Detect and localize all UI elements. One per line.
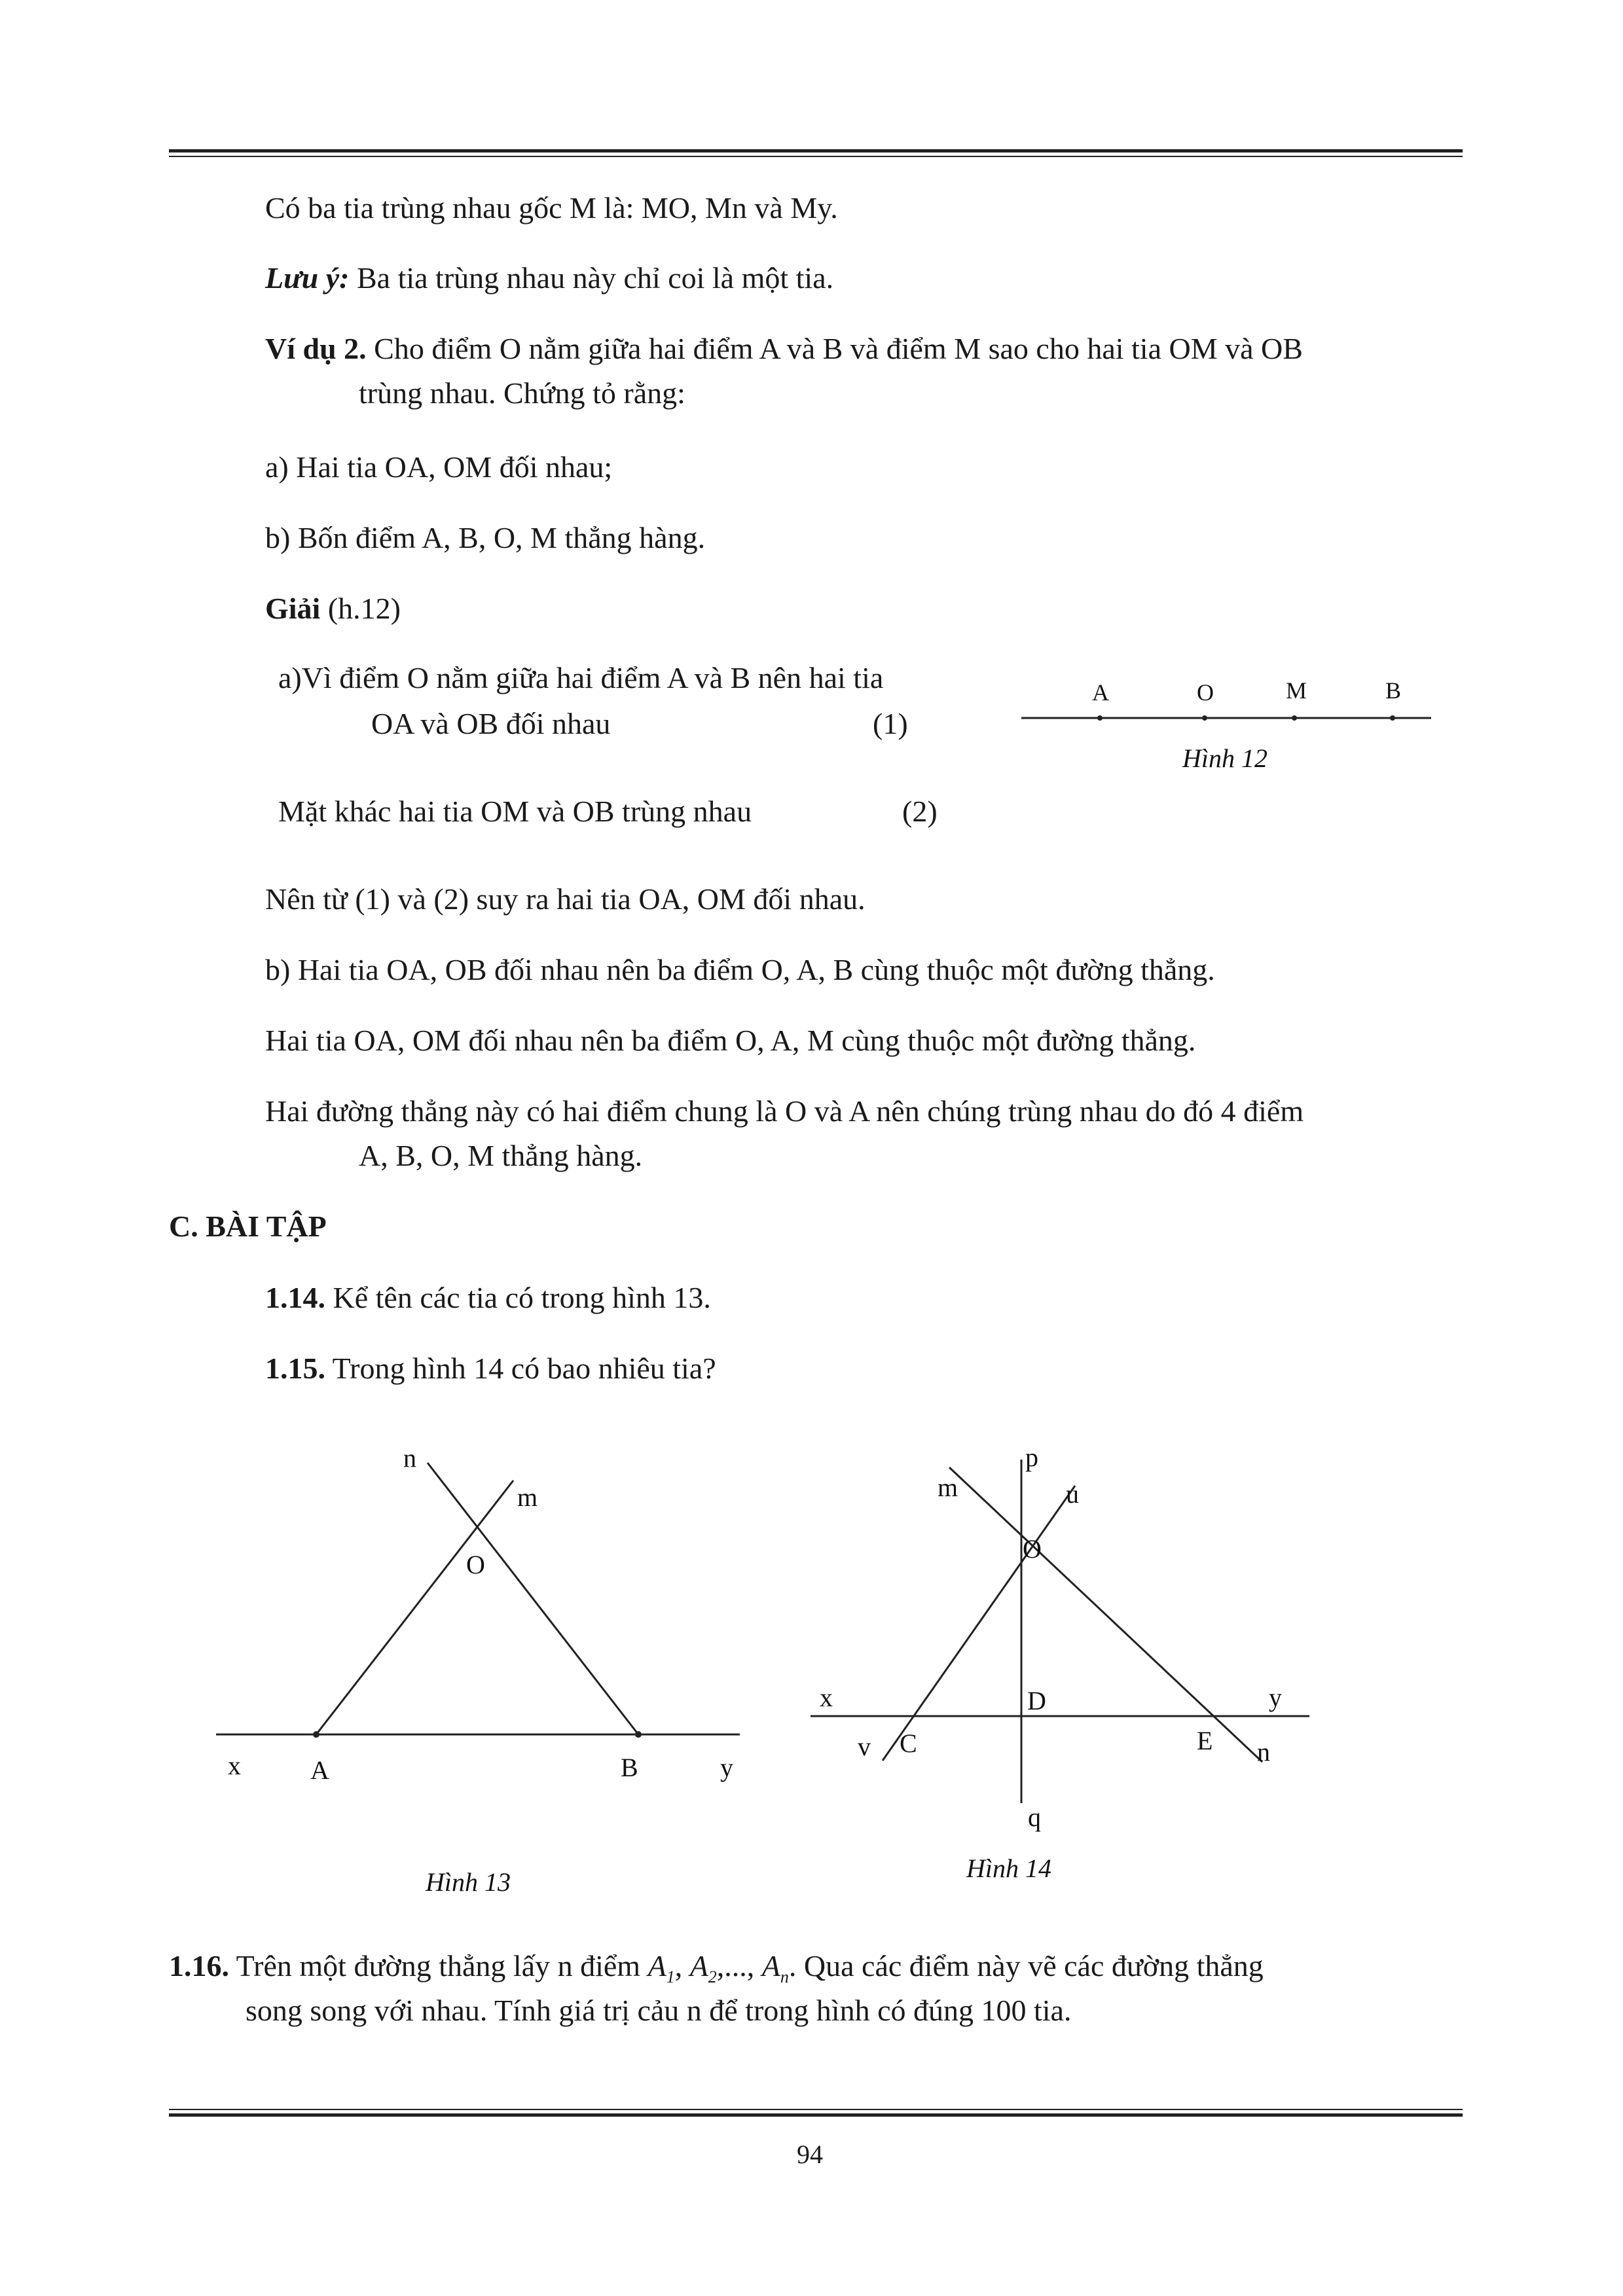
figure-13-caption: Hình 13 bbox=[426, 1867, 511, 1897]
figure-13 bbox=[196, 1427, 786, 1918]
figure-12-point-b bbox=[1390, 715, 1395, 721]
example-label: Ví dụ 2. bbox=[265, 332, 367, 365]
solution-b-line-2: Hai tia OA, OM đối nhau nên ba điểm O, A, M cùng thuộc một đường thẳng. bbox=[265, 1024, 1196, 1057]
figure-12-point-a bbox=[1097, 715, 1103, 721]
figure-13-label-n: n bbox=[403, 1443, 416, 1473]
figure-12-label-m: M bbox=[1286, 677, 1307, 704]
math-a2: $A_2$ bbox=[689, 1949, 717, 1987]
figure-13-point-b bbox=[635, 1731, 642, 1738]
figure-13-point-a bbox=[313, 1731, 319, 1738]
header-rule-thin bbox=[169, 156, 1463, 157]
note-text: Ba tia trùng nhau này chỉ coi là một tia. bbox=[349, 261, 834, 295]
figure-12-label-b: B bbox=[1385, 677, 1402, 704]
figure-14-label-d: D bbox=[1027, 1686, 1046, 1715]
figure-13-line-am bbox=[316, 1480, 513, 1734]
exercise-1-16-text-b: . Qua các điểm này vẽ các đường thẳng bbox=[788, 1949, 1264, 1982]
solution-b-line-3: Hai đường thẳng này có hai điểm chung là O và A nên chúng trùng nhau do đó 4 điểm bbox=[265, 1094, 1304, 1128]
figure-13-label-o: O bbox=[466, 1550, 485, 1579]
example-line bbox=[265, 331, 1303, 367]
question-b: b) Bốn điểm A, B, O, M thẳng hàng. bbox=[265, 521, 706, 554]
figure-14-label-o: O bbox=[1023, 1534, 1042, 1564]
figure-14 bbox=[786, 1427, 1342, 1898]
figure-13-label-x: x bbox=[228, 1751, 241, 1780]
example-text: Cho điểm O nằm giữa hai điểm A và B và điểm M sao cho hai tia OM và OB bbox=[366, 332, 1303, 365]
math-sep-1: , bbox=[674, 1949, 690, 1982]
figure-14-line-uv bbox=[883, 1486, 1075, 1761]
solution-ref: (h.12) bbox=[320, 592, 401, 625]
exercise-1-15-text: Trong hình 14 có bao nhiêu tia? bbox=[325, 1352, 716, 1385]
figure-14-label-p: p bbox=[1025, 1443, 1038, 1472]
solution-a-ref-1: (1) bbox=[873, 707, 908, 740]
note-label: Lưu ý: bbox=[265, 261, 350, 295]
solution-a-line-1: a)Vì điểm O nằm giữa hai điểm A và B nên hai tia bbox=[278, 661, 884, 694]
solution-heading bbox=[265, 590, 401, 626]
figure-13-label-b: B bbox=[621, 1753, 638, 1782]
exercise-1-15-number: 1.15. bbox=[265, 1352, 325, 1385]
text-line-1: Có ba tia trùng nhau gốc M là: MO, Mn và My. bbox=[265, 191, 838, 224]
solution-a-line-3: Mặt khác hai tia OM và OB trùng nhau bbox=[278, 795, 752, 828]
solution-b-line-4: A, B, O, M thẳng hàng. bbox=[359, 1139, 643, 1172]
header-rule-thick bbox=[169, 149, 1463, 152]
figure-14-label-y: y bbox=[1269, 1683, 1282, 1712]
figure-14-label-v: v bbox=[858, 1732, 871, 1761]
figure-14-line-mn bbox=[949, 1467, 1262, 1762]
figure-12-label-a: A bbox=[1092, 679, 1109, 706]
figure-12-point-m bbox=[1292, 715, 1297, 721]
exercise-1-16-number: 1.16. bbox=[169, 1949, 229, 1982]
footer-rule-thin bbox=[169, 2109, 1463, 2110]
figure-14-label-m: m bbox=[938, 1473, 958, 1502]
page-number: 94 bbox=[797, 2140, 823, 2169]
figure-14-label-e: E bbox=[1197, 1726, 1213, 1755]
exercise-1-16 bbox=[169, 1948, 1264, 1987]
question-a: a) Hai tia OA, OM đối nhau; bbox=[265, 450, 613, 484]
figure-12-label-o: O bbox=[1197, 679, 1214, 706]
solution-a-line-2: OA và OB đối nhau bbox=[371, 707, 611, 740]
math-sep-2: ,..., bbox=[716, 1949, 762, 1982]
figure-12 bbox=[1015, 674, 1440, 785]
math-an: $A_n$ bbox=[761, 1949, 789, 1987]
exercise-1-14-number: 1.14. bbox=[265, 1281, 325, 1314]
figure-14-label-c: C bbox=[900, 1729, 917, 1758]
figure-13-label-a: A bbox=[310, 1755, 329, 1785]
figure-14-caption: Hình 14 bbox=[966, 1854, 1051, 1883]
exercise-1-14-text: Kể tên các tia có trong hình 13. bbox=[325, 1281, 711, 1314]
example-line-cont: trùng nhau. Chứng tỏ rằng: bbox=[359, 376, 685, 410]
figure-13-label-y: y bbox=[720, 1753, 733, 1782]
figure-14-label-x: x bbox=[820, 1683, 833, 1712]
exercise-1-16-text-a: Trên một đường thẳng lấy n điểm bbox=[229, 1949, 648, 1982]
solution-a-ref-2: (2) bbox=[902, 795, 938, 828]
figure-14-label-u: u bbox=[1066, 1479, 1079, 1509]
figure-12-caption: Hình 12 bbox=[1182, 744, 1267, 773]
section-heading: C. BÀI TẬP bbox=[169, 1210, 327, 1243]
figure-14-label-n: n bbox=[1257, 1737, 1270, 1767]
note-line bbox=[265, 260, 833, 296]
figure-12-point-o bbox=[1202, 715, 1207, 721]
footer-rule-thick bbox=[169, 2113, 1463, 2117]
math-a1: $A_1$ bbox=[647, 1949, 675, 1987]
solution-label: Giải bbox=[265, 592, 321, 625]
exercise-1-16-cont: song song với nhau. Tính giá trị cảu n để trong hình có đúng 100 tia. bbox=[246, 1994, 1072, 2027]
figure-13-label-m: m bbox=[517, 1482, 538, 1512]
figure-14-label-q: q bbox=[1028, 1803, 1041, 1832]
solution-a-line-4: Nên từ (1) và (2) suy ra hai tia OA, OM đối nhau. bbox=[265, 882, 866, 916]
solution-b-line-1: b) Hai tia OA, OB đối nhau nên ba điểm O, A, B cùng thuộc một đường thẳng. bbox=[265, 953, 1215, 986]
exercise-1-14 bbox=[265, 1280, 711, 1316]
exercise-1-15 bbox=[265, 1350, 716, 1386]
